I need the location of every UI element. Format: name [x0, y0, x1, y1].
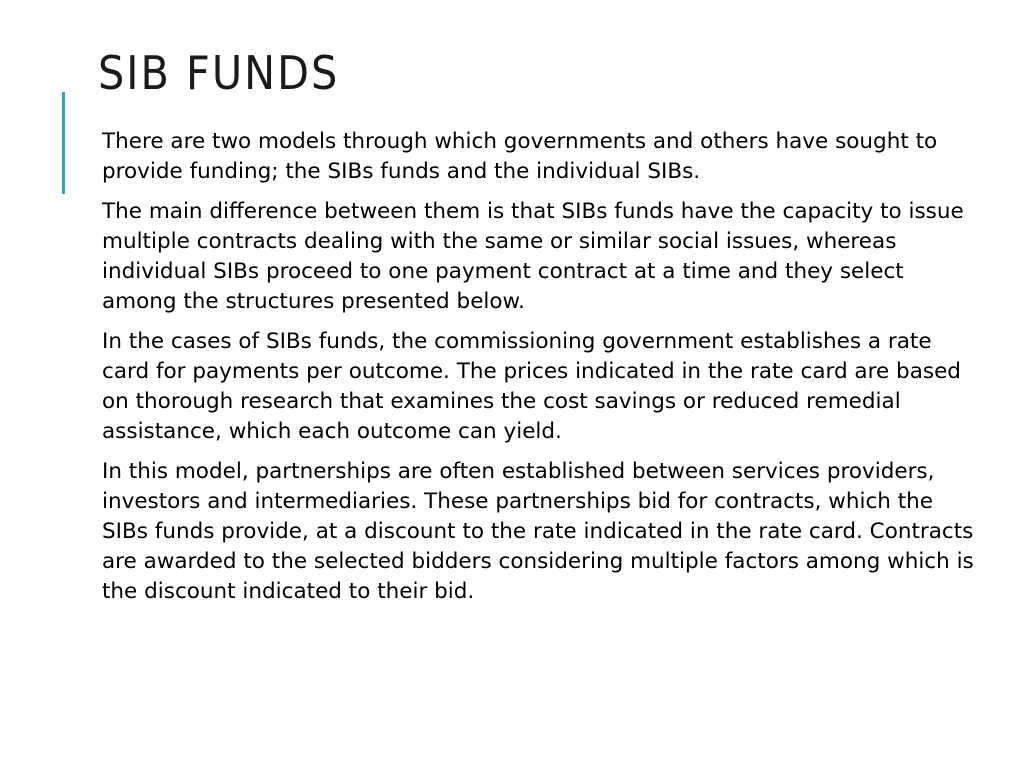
accent-bar	[62, 92, 65, 194]
paragraph-partnerships: In this model, partnerships are often established between services providers, investors and intermediaries. These partnerships bid for contracts, which the SIBs funds provide, at a discount to the rate indicated in the rate card. Contracts are awarded to the selected bidders considering multiple factors among which is the discount indicated to their bid.	[102, 459, 974, 604]
paragraph-rate-card: In the cases of SIBs funds, the commissioning government establishes a rate card for payments per outcome. The prices indicated in the rate card are based on thorough research that examines the cost savings or reduced remedial assistance, which each outcome can yield.	[102, 329, 961, 444]
paragraph-difference: The main difference between them is that SIBs funds have the capacity to issue multiple contracts dealing with the same or similar social issues, whereas individual SIBs proceed to one payment contract at a time and they select among the structures presented below.	[102, 199, 964, 314]
slide-title: SIB FUNDS	[98, 46, 340, 100]
slide-body	[102, 127, 982, 617]
paragraph-models: There are two models through which governments and others have sought to provide funding; the SIBs funds and the individual SIBs.	[102, 129, 938, 184]
